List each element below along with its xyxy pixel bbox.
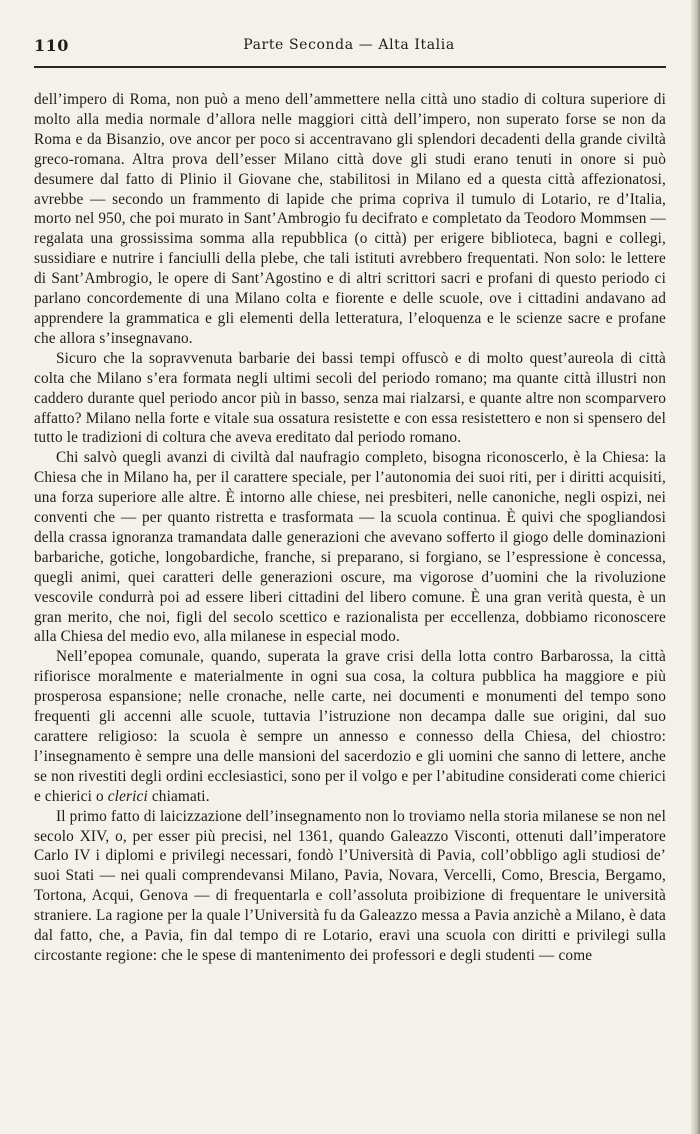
- page-number: 110: [34, 36, 69, 55]
- body-text: [34, 90, 666, 966]
- paragraph-3: Chi salvò quegli avanzi di civiltà dal naufragio completo, bisogna riconoscerlo, è la Chiesa: la Chiesa che in Milano ha, per il carattere speciale, per l’autonomia dei suoi riti, per i diritti acquisiti, una forza superiore alle altre. È intorno alle chiese, nei presbiteri, nelle canoniche, negli ospizi, nei conventi che — per quanto ristretta e trasformata — la scuola continua. È quivi che spogliandosi della crassa ignoranza tramandata dalle generazioni che avevano sofferto il giogo delle dominazioni barbariche, gotiche, longobardiche, franche, si preparano, si forgiano, se l’espressione è concessa, quegli animi, quei caratteri delle generazioni oscure, ma vigorose d’uomini che la rivoluzione vescovile condurrà poi ad essere liberi cittadini del libero comune. È una gran verità questa, è un gran merito, che noi, figli del secolo scettico e razionalista per eccellenza, dobbiamo riconoscere alla Chiesa del medio evo, alla milanese in especial modo.: [34, 449, 666, 646]
- paragraph-2: Sicuro che la sopravvenuta barbarie dei bassi tempi offuscò e di molto quest’aureola di città colta che Milano s’era formata negli ultimi secoli del periodo romano; ma quante città illustri non caddero durante quel periodo ancor più in basso, senza mai rialzarsi, e quante altre non scomparvero affatto? Milano nella forte e vitale sua ossatura resistette e con essa resistettero e non si spensero del tutto le tradizioni di coltura che aveva ereditato dal periodo romano.: [34, 349, 666, 447]
- paragraph-4-end: chiamati.: [147, 787, 210, 805]
- page-edge-shadow: [691, 0, 700, 1134]
- paragraph-5: Il primo fatto di laicizzazione dell’insegnamento non lo troviamo nella storia milanese se non nel secolo XIV, o, per esser più precisi, nel 1361, quando Galeazzo Visconti, ottenuti dall’imperatore Carlo IV i diplomi e privilegi necessari, fondò l’Università di Pavia, coll’obbligo agli studiosi de’ suoi Stati — nei quali comprendevansi Milano, Pavia, Novara, Vercelli, Como, Brescia, Bergamo, Tortona, Acqui, Genova — di frequentarla e coll’assoluta proibizione di frequentare le università straniere. La ragione per la quale l’Università fu da Galeazzo messa a Pavia anzichè a Milano, è data dal fatto, che, a Pavia, fin dal tempo di re Lotario, eravi una scuola con diritti e privilegi sulla circostante regione: che le spese di mantenimento dei professori e degli studenti — come: [34, 807, 666, 964]
- header-rule: [34, 66, 666, 68]
- paragraph-4-text: Nell’epopea comunale, quando, superata la grave crisi della lotta contro Barbarossa, la città rifiorisce moralmente e materialmente in ogni sua cosa, la coltura pubblica ha maggiore e più prosperosa espansione; nelle cronache, nelle carte, nei documenti e monumenti del tempo sono frequenti gli accenni alle scuole, tuttavia l’istruzione non decampa dalle sue origini, dal suo carattere religioso: la scuola è sempre un annesso e connesso della Chiesa, del chiostro: l’insegnamento è sempre una delle mansioni del sacerdozio e gli uomini che sanno di lettere, anche se non rivestiti degli ordini ecclesiastici, sono per il volgo e per l’abitudine considerati come chierici e chierici o: [34, 648, 666, 805]
- paragraph-1: dell’impero di Roma, non può a meno dell’ammettere nella città uno stadio di coltura superiore di molto alla media normale d’allora nelle maggiori città dell’impero, non superato forse se non da Roma e da Bisanzio, ove ancor per poco si accentravano gli splendori decadenti della grande civiltà greco-romana. Altra prova dell’esser Milano città dove gli studi erano tenuti in onore si può desumere dal fatto di Plinio il Giovane che, stabilitosi in Milano ed a questa città affezionatosi, avrebbe — secondo un frammento di lapide che prima copriva il tumulo di Lotario, re d’Italia, morto nel 950, che poi murato in Sant’Ambrogio fu decifrato e completato da Teodoro Mommsen — regalata una grossissima somma alla repubblica (o città) per erigere biblioteca, bagni e collegi, sussidiare e nutrire i fanciulli della plebe, che tali istituti avrebbero frequentati. Non solo: le lettere di Sant’Ambrogio, le opere di Sant’Agostino e di altri scrittori sacri e profani di questo periodo ci parlano concordemente di una Milano colta e fiorente e delle scuole, ove i cittadini andavano ad apprendere la grammatica e gli elementi della letteratura, l’eloquenza e le scienze sacre e profane che allora s’insegnavano.: [34, 91, 666, 347]
- italic-term: clerici: [107, 787, 148, 805]
- paragraph-4: [34, 647, 666, 806]
- page-header: [34, 36, 664, 58]
- running-head: Parte Seconda — Alta Italia: [243, 37, 455, 53]
